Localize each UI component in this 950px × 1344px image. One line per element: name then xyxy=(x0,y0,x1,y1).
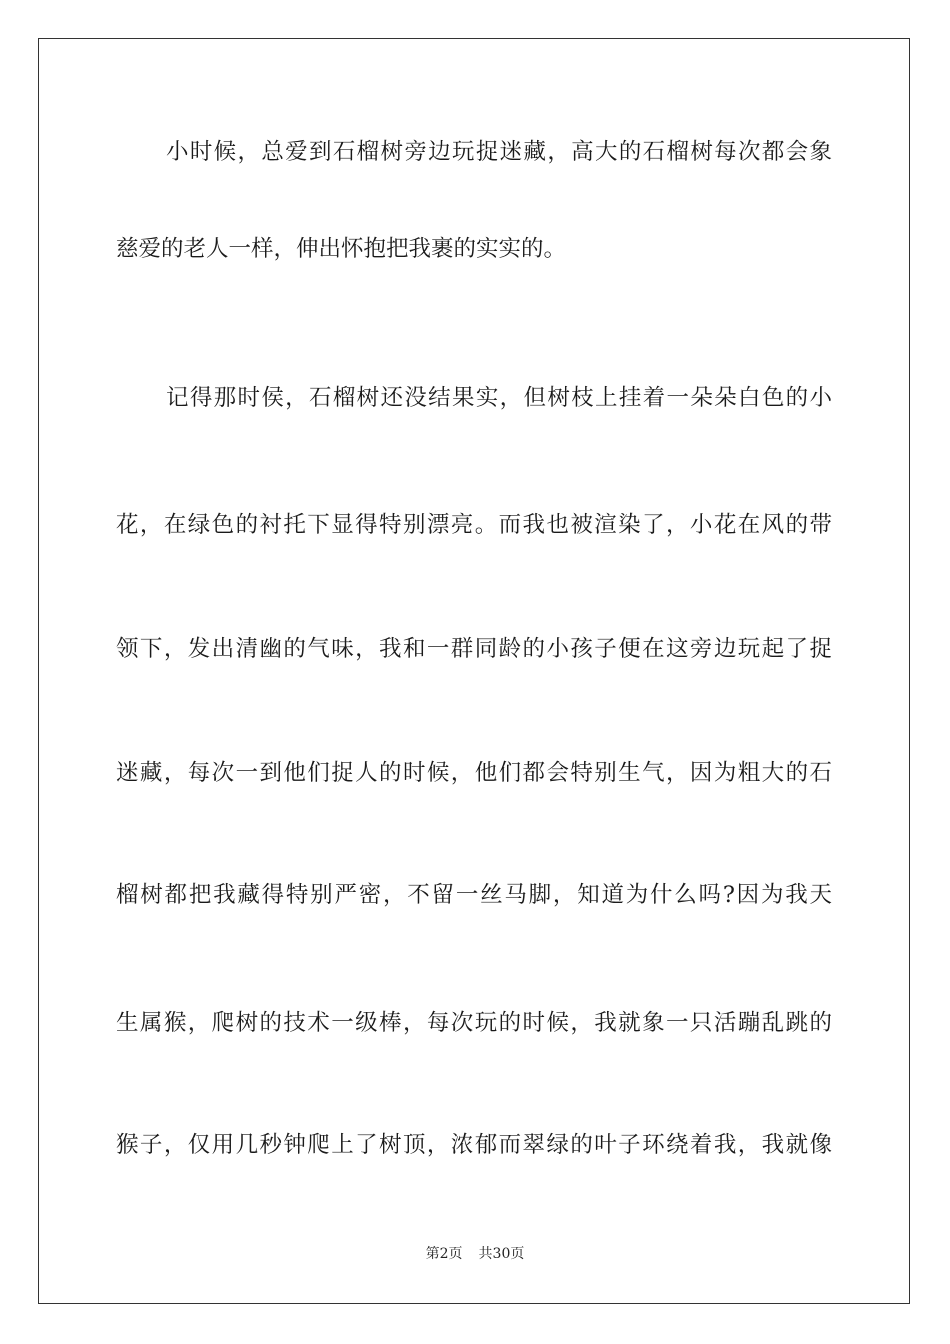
paragraph-2-line-1: 记得那时侯，石榴树还没结果实，但树枝上挂着一朵朵白色的小 xyxy=(166,385,832,411)
paragraph-2-line-4: 迷藏，每次一到他们捉人的时候，他们都会特别生气，因为粗大的石 xyxy=(116,760,832,786)
paragraph-1-line-1: 小时候，总爱到石榴树旁边玩捉迷藏，高大的石榴树每次都会象 xyxy=(166,139,832,165)
paragraph-1-line-2: 慈爱的老人一样，伸出怀抱把我裹的实实的。 xyxy=(116,236,567,262)
paragraph-2-line-6: 生属猴，爬树的技术一级棒，每次玩的时候，我就象一只活蹦乱跳的 xyxy=(116,1010,832,1036)
page-footer xyxy=(0,1244,950,1264)
paragraph-2-line-3: 领下，发出清幽的气味，我和一群同龄的小孩子便在这旁边玩起了捉 xyxy=(116,636,832,662)
paragraph-2-line-7: 猴子，仅用几秒钟爬上了树顶，浓郁而翠绿的叶子环绕着我，我就像 xyxy=(116,1132,832,1158)
page-number: 第2页 xyxy=(425,1246,463,1262)
paragraph-2-line-2: 花，在绿色的衬托下显得特别漂亮。而我也被渲染了，小花在风的带 xyxy=(116,512,832,538)
page-border xyxy=(38,38,910,1304)
page-total: 共30页 xyxy=(478,1246,525,1262)
paragraph-2-line-5: 榴树都把我藏得特别严密，不留一丝马脚，知道为什么吗?因为我天 xyxy=(116,882,832,908)
